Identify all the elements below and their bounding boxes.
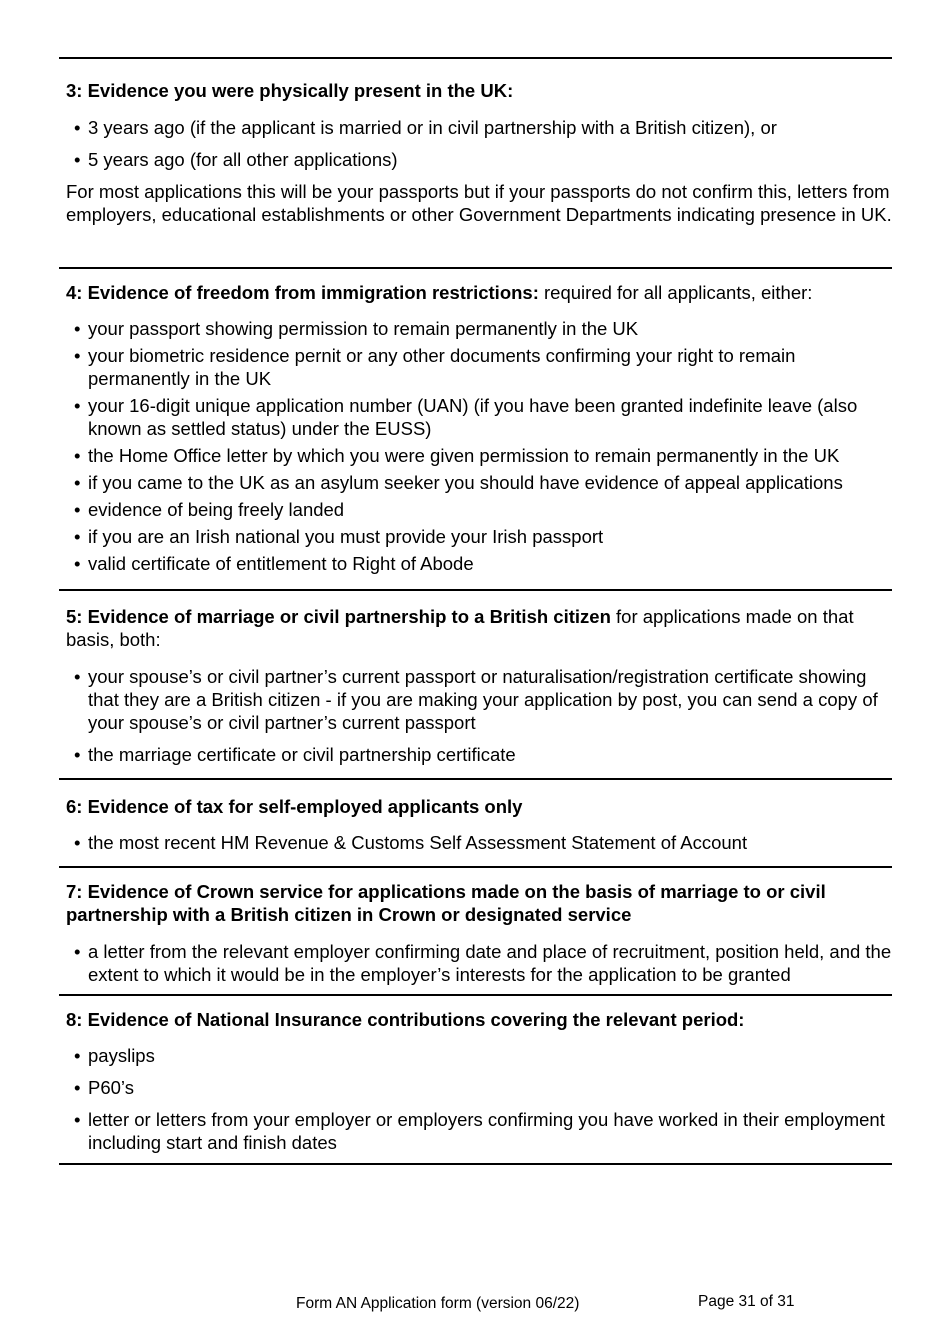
list-item: • your passport showing permission to remain permanently in the UK xyxy=(74,318,639,339)
section-6-tax-evidence xyxy=(66,795,892,854)
footer-page-number: Page 31 of 31 xyxy=(698,1293,795,1310)
list-item: • valid certificate of entitlement to Right of Abode xyxy=(74,553,474,574)
list-item: • the Home Office letter by which you were given permission to remain permanently in the UK xyxy=(74,445,840,466)
bullet-list xyxy=(66,665,892,766)
section-5-marriage-evidence xyxy=(66,605,892,766)
list-item: • 3 years ago (if the applicant is married or in civil partnership with a British citizen), or xyxy=(74,117,777,138)
divider-6-7 xyxy=(59,866,892,868)
section-heading: 5: Evidence of marriage or civil partnership to a British citizen for applications made on that basis, both: xyxy=(66,606,854,650)
section-3-physical-presence xyxy=(66,79,892,226)
divider-7-8 xyxy=(59,994,892,996)
bullet-list xyxy=(66,940,892,986)
footer-form-name: Form AN Application form (version 06/22) xyxy=(296,1295,580,1312)
section-7-crown-service xyxy=(66,880,892,986)
list-item: • if you came to the UK as an asylum seeker you should have evidence of appeal applications xyxy=(74,472,843,493)
section-heading: 6: Evidence of tax for self-employed applicants only xyxy=(66,796,523,817)
divider-bottom xyxy=(59,1163,892,1165)
list-item: • evidence of being freely landed xyxy=(74,499,345,520)
section-note: For most applications this will be your passports but if your passports do not confirm this, letters from employers, educational establishments or other Government Departments indicating presence in UK. xyxy=(66,181,892,225)
divider-top xyxy=(59,57,892,59)
list-item: • your 16-digit unique application number (UAN) (if you have been granted indefinite leave (also known as settled status) under the EUSS) xyxy=(74,395,858,439)
list-item: • the most recent HM Revenue & Customs Self Assessment Statement of Account xyxy=(74,832,748,853)
list-item: • 5 years ago (for all other applications) xyxy=(74,149,398,170)
section-heading: 7: Evidence of Crown service for applications made on the basis of marriage to or civil partnership with a British citizen in Crown or designated service xyxy=(66,881,826,925)
list-item: • P60’s xyxy=(74,1077,134,1098)
section-heading: 4: Evidence of freedom from immigration restrictions: required for all applicants, either: xyxy=(66,282,813,303)
section-heading: 8: Evidence of National Insurance contributions covering the relevant period: xyxy=(66,1009,745,1030)
section-heading: 3: Evidence you were physically present in the UK: xyxy=(66,80,514,101)
section-8-national-insurance xyxy=(66,1008,892,1154)
list-item: • a letter from the relevant employer confirming date and place of recruitment, position held, and the extent to which it would be in the employer’s interests for the application to be granted xyxy=(74,941,892,985)
bullet-list xyxy=(66,831,892,854)
bullet-list xyxy=(66,116,892,171)
divider-3-4 xyxy=(59,267,892,269)
bullet-list xyxy=(66,1044,892,1154)
list-item: • if you are an Irish national you must provide your Irish passport xyxy=(74,526,604,547)
list-item: • your spouse’s or civil partner’s current passport or naturalisation/registration certificate showing that they are a British citizen - if you are making your application by post, you can send a copy of your spouse’s or civil partner’s current passport xyxy=(74,666,878,733)
section-4-immigration-restrictions xyxy=(66,281,892,575)
list-item: • payslips xyxy=(74,1045,155,1066)
bullet-list xyxy=(66,317,892,575)
list-item: • letter or letters from your employer or employers confirming you have worked in their employment including start and finish dates xyxy=(74,1109,885,1153)
divider-5-6 xyxy=(59,778,892,780)
list-item: • your biometric residence pernit or any other documents confirming your right to remain permanently in the UK xyxy=(74,345,796,389)
list-item: • the marriage certificate or civil partnership certificate xyxy=(74,744,516,765)
divider-4-5 xyxy=(59,589,892,591)
